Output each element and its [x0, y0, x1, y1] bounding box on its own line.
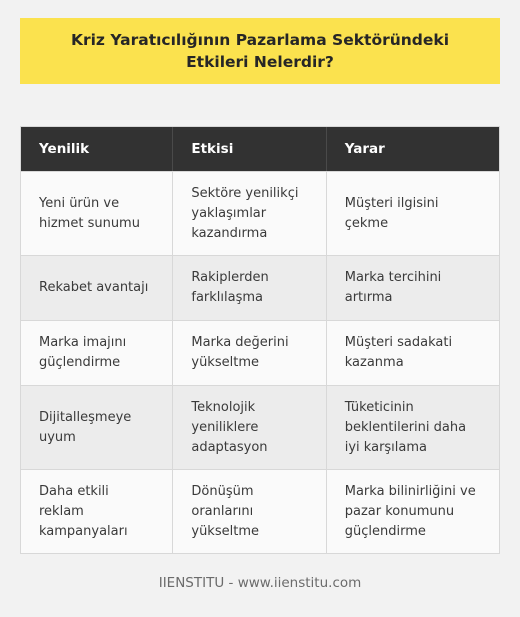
title-banner: [20, 18, 500, 84]
table-row: [21, 469, 499, 553]
table-cell: Müşteri sadakati kazanma: [326, 321, 499, 385]
header-cell-yenilik: Yenilik: [39, 141, 90, 157]
header-cell-yarar: Yarar: [326, 127, 499, 171]
table-row: [21, 385, 499, 469]
table-cell: Sektöre yenilikçi yaklaşımlar kazandırma: [172, 172, 325, 255]
table-cell: Marka tercihini artırma: [326, 256, 499, 320]
table-cell: Daha etkili reklam kampanyaları: [39, 483, 128, 539]
table-header-row: [21, 127, 499, 171]
table-cell: Rekabet avantajı: [39, 280, 149, 295]
table-cell: Marka bilinirliğini ve pazar konumunu güçlendirme: [326, 470, 499, 553]
table-cell: Dönüşüm oranlarını yükseltme: [172, 470, 325, 553]
table-cell: Müşteri ilgisini çekme: [326, 172, 499, 255]
table-cell: Marka değerini yükseltme: [172, 321, 325, 385]
table-cell: Marka imajını güçlendirme: [39, 335, 127, 370]
footer-credit: IIENSTITU - www.iienstitu.com: [158, 575, 362, 591]
table-cell: Rakiplerden farklılaşma: [172, 256, 325, 320]
table-row: [21, 320, 499, 385]
page-title: Kriz Yaratıcılığının Pazarlama Sektöründeki Etkileri Nelerdir?: [70, 31, 450, 71]
table-row: [21, 255, 499, 320]
table-cell: Tüketicinin beklentilerini daha iyi karşılama: [326, 386, 499, 469]
header-cell-etkisi: Etkisi: [172, 127, 325, 171]
table-cell: Yeni ürün ve hizmet sunumu: [39, 195, 140, 231]
comparison-table: [20, 126, 500, 554]
table-row: [21, 171, 499, 255]
table-cell: Dijitalleşmeye uyum: [39, 409, 132, 445]
table-cell: Teknolojik yeniliklere adaptasyon: [172, 386, 325, 469]
